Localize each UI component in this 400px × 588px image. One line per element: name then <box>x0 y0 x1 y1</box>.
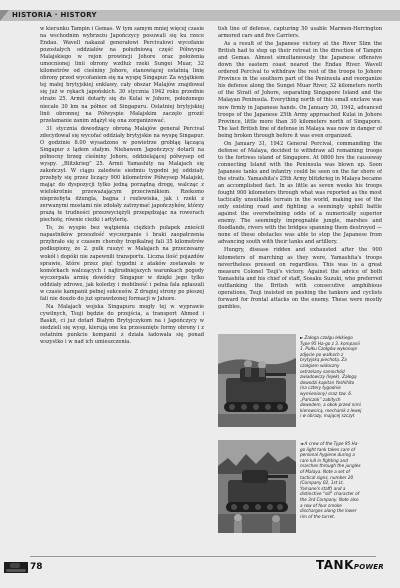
tank-crew-jungle-photo <box>218 440 296 533</box>
english-text-column <box>218 26 382 332</box>
paragraph: To, że wyspie bez wątpienia ciężkich pułapek znieścił napastników przeszłość wyczerpanie i braki zaopatrzenia przybrało się z czasem choroby tropikalnej fali 35 kilometrów podkupiony, że 2. pułk ruszyć w Malajach na przeczesany wokół i dopóki nie zapewnili transportu. Liczna ilość pojazdów sprawie, które przez pięć tygodni z ataków zostawało w komórkach walczących i najtrudniejszych warunkach pogody wyczerpała armię dowódcy Singapur w dzięki jego tylko oddziały zdrowe, jak koledzy i mobilność i pełna fala zgłaszali w czasie kampanii pełnej sukcesów. Z drugiej strony po pieszej fali nie doszło do już sprawdzonej formacji w Jahore. <box>40 225 204 302</box>
logo-sub: POWER <box>353 563 384 571</box>
tank-turret <box>10 563 20 568</box>
section-header-band <box>0 10 400 21</box>
tank-crew-photo <box>218 334 296 427</box>
paragraph: As a result of the Japanese victory at the River Slim the British had to step up their retreat in the direction of Tampin and Gemas. Almost simultaneously the Japanese offensive down the eastern coast neared the Endau River. Wavell ordered Percival to withdraw the rest of the troops to Johore Province in the southern part of the Peninsula and reorganize his defense along the Sungei Muar River, 32 kilometers north of the Strait of Johore, separating Singapore Island and the Malayan Peninsula. Everything north of this small enclave was now firmly in Japanese hands. On January 30, 1942, advanced troops of the Japanese 25th Army approached Kulai in Johore Province, little more than 30 kilometers north of Singapore. The last British line of defense in Malaya was now in danger of being broken through before it was even organized. <box>218 41 382 139</box>
paragraph: Hungry, disease ridden and exhausted after the 900 kilometers of marching as they were, Yamashita's troops nevertheless pressed on regardless. This was in a great measure Colonel Tsuji's victory. Against the advice of both Yamashita and his chief of staff, Sosaku Suzuki, who preferred outflanking the British with consecutive amphibious operations, Tsuji insisted on pushing the tankers and cyclists forward for frontal attacks on the enemy. These were mostly gambles, <box>218 247 382 310</box>
paragraph: Na Malajach wojska Singapuru mogły tej w wyprawie cywilnych, Tsuji będzie do przejścia, a transport Ahmed i Baskit, ci już dotarł Białym Brytyjczykom na i Japończycy w siedzieli się wysp, kierują one ku przesunięte formy obrony i z ostatnim punkcie kompanii z działa ładowała się ponad wszystko i w nad ich umieszczenia. <box>40 303 204 346</box>
tank-crew-photo-graphic <box>218 334 296 427</box>
paragraph: w kierunku Tampin i Gemas. W tym samym mniej więcej czasie na wschodnim wybrzeżu Japończycy posuwali się ku rzece Endau. Wavell nakazał generałowi Percivalowi wycofanie pozostałych oddziałów na południową część Półwyspu Malajskiego w rejon prowincji Johore oraz położenia umocnionej linii obrony wzdłuż rzeki Sungei Muar, 32 kilometrów od cieśniny Johore, stanowiącej ostatnią linię obrony przed wycofaniem się na wyspę Singapur. Za wyjątkiem tej małej brytyjskiej enklawy, cały obszar Malajów znajdował się już w rękach japońskich. 30 stycznia 1942 roku przednie straże 25. Armii dotarły się do Kulai w Johore, położonego niecałe 30 km na północ od Singapuru. Ostatniej brytyjskiej linii obronnej na Półwyspie Malajskim zaczęło grozić przełamanie zanim zdążył się ona zorganizować. <box>40 26 204 124</box>
tank-tread <box>6 569 26 572</box>
paragraph: On January 31, 1942 General Percival, commanding the defense of Malaya, decided to withdraw all remaining troops to the fortress island of Singapore. At 0800 hrs the causeway connecting Island with the Peninsula was blown up. Soon Japanese tanks and infantry could be seen on the far shore of the straits. Yamashita's 25th Army blitzkrieg in Malaya became an accomplished fact. In as little as seven weeks his troops fought 900 kilometers through what was reported as the most tactically unsuitable terrain in the world, making use of the only existing road and fighting a seemingly uphill battle against the overwhelming odds of a numerically superior enemy. The seemingly impregnable jungle, marshes and floodlands, rivers with the bridges spanning them destroyed — none of these obstacles was able to stop the Japanese from advancing south with their tanks and artillery. <box>218 140 382 246</box>
tank-icon <box>4 562 28 573</box>
footer-divider <box>30 556 376 557</box>
paragraph: 31 stycznia dowodzący obroną Malajów generał Percival zdecydował się wycofać oddziały brytyjskie na wyspę Singapur. O godzinie 8.00 wysadzono w powietrze grobląę łączącą Singapur z lądem stałym. Niebawem Japończycy dotarli na północny brzeg cieśniny Johore, oddzielającej półwysep od wyspy. „Blitzkrieg” 25. Armii Yamashity na Malajach się zakończył. W ciągu zaledwie siedmiu tygodni jej oddziały przebyły się przez liczący 900 kilometrów Półwysep Malajski, mając do dyspozycji tylko jedną porządną drogę, walcząc z wielokrotnie przeważającym przeciwnikiem. Rzekomo nieprzebyta dżungla, bagna i rozlewiska, jak i rzeki z zerwanymi mostami nie zdołały zatrzymać japończyków, którzy prażą te trudności przezwyciężyli przepędzając na rowerach piechotę, równie cieżki i artylerię. <box>40 125 204 224</box>
page-number: 78 <box>30 562 43 572</box>
section-header-label: HISTORIA · HISTORY <box>12 11 97 19</box>
photo-caption: ► Załoga czołgu lekkiego Type 95 Ha-go z 3. kompanii 1. Pułku Czołgów wykonuje zdjęcie po walkach z brytyjską piechotą. Za czołgiem widoczny ostrzelany samochód zwiadowczy (lejek). Załogą dowodzi kapitan Yoshihito (na cztery tygodnie wymieniony) oraz tzw. 6. „Pańczok” zabitych dowodem, a obok przed nimi kierownicą, mechanik z lewej i w obrazy, mającej szczyt <box>300 335 362 419</box>
magazine-logo <box>316 558 384 572</box>
logo-main: TANK <box>316 558 354 572</box>
paragraph: tish line of defense, capturing 50 usable Marmon-Herrington armored cars and five Carriers. <box>218 26 382 40</box>
section-header-marker <box>0 10 9 21</box>
photo-caption: ◄ A crew of the Type 95 Ha-go light tank takes care of personal hygiene during a rare lull in fighting and marches through the jungles of Malaya. Note a set of tactical signs, number 20 (Company 02, 1st Lt. Yamane's staff) and a distinctive "sill" character of the 3rd Company. Note also a row of four smoke discharges along the lower rim of the turret. <box>300 441 361 519</box>
polish-text-column <box>40 26 204 501</box>
tank-crew-jungle-photo-graphic <box>218 440 296 533</box>
